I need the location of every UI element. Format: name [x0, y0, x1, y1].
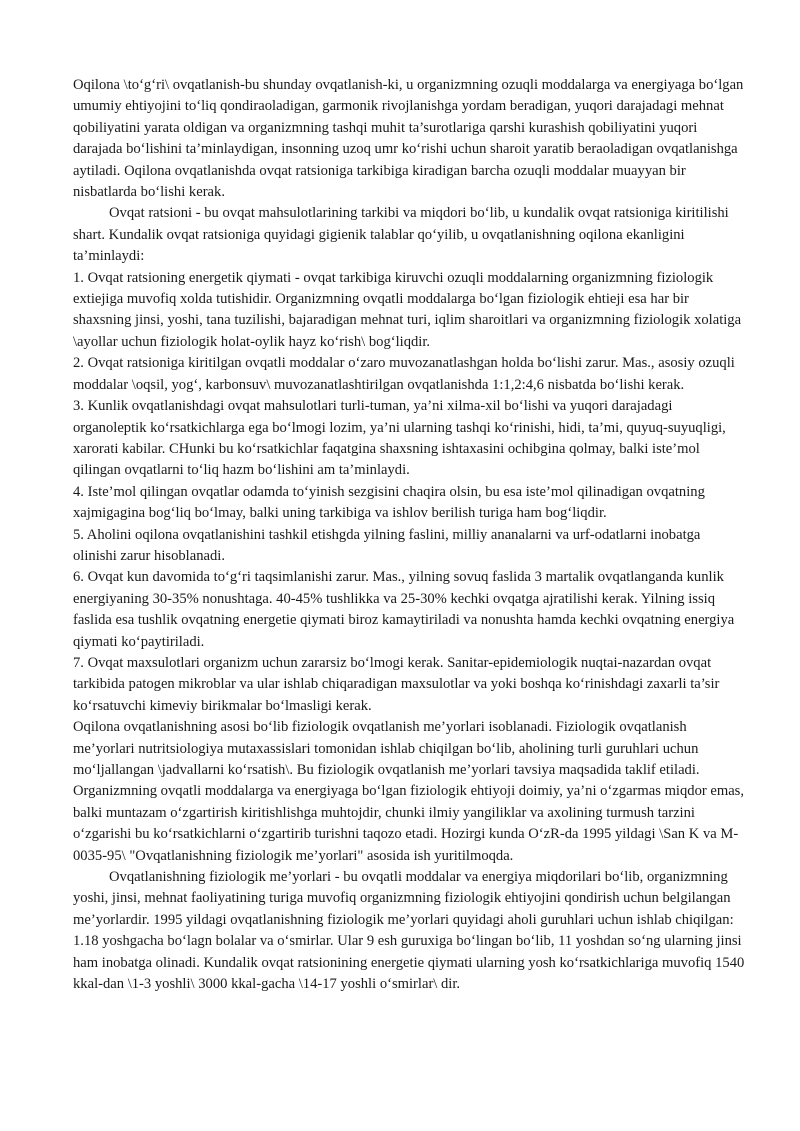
list-item-6: 6. Ovqat kun davomida to‘g‘ri taqsimlanishi zarur. Mas., yilning sovuq faslida 3 martalik ovqatlanganda kunlik energiyaning 30-35% nonushtaga. 40-45% tushlikka va 25-30% kechki ovqatga ajratilishi kerak. Yilning issiq faslida esa tushlik ovqatning energetie qiymati biroz kamaytiriladi va nonushta hamda kechki ovqatning energiya qiymati ko‘paytiriladi.	[73, 569, 735, 650]
list-item-2: 2. Ovqat ratsioniga kiritilgan ovqatli moddalar o‘zaro muvozanatlashgan holda bo‘lishi zarur. Mas., asosiy ozuqli moddalar \oqsil, yog‘, karbonsuv\ muvozanatlashtirilgan ovqatlanishda 1:1,2:4,6 nisbatda bo‘lishi kerak.	[73, 355, 735, 393]
list-item-1: 1. Ovqat ratsioning energetik qiymati - ovqat tarkibiga kiruvchi ozuqli moddalarning organizmning fiziologik extiejiga muvofiq xolda tutishidir. Organizmning ovqatli moddalarga bo‘lgan fiziologik ehtieji esa har bir shaxsning jinsi, yoshi, tana tuzilishi, bajaradigan mehnat turi, iqlim sharoitlari va organizmning fiziologik xolatiga \ayollar uchun fiziologik holat-oylik hayz ko‘rish\ bog‘liqdir.	[73, 269, 742, 350]
document-page	[73, 75, 745, 995]
paragraph-norms-basis: Oqilona ovqatlanishning asosi bo‘lib fiziologik ovqatlanish me’yorlari isoblanadi. Fiziologik ovqatlanish me’yorlari nutritsiologiya mutaxassislari tomonidan ishlab chiqilgan bo‘lib, aholining turli guruhlari uchun mo‘ljallangan \jadvallarni ko‘rsatish\. Bu fiziologik ovqatlanish me’yorlari tavsiya maqsadida taklif etiladi. Organizmning ovqatli moddalarga va energiyaga bo‘lgan fiziologik ehtiyoji doimiy, ya’ni o‘zgarmas miqdor emas, balki muntazam o‘zgartirish kiritishlishga muhtojdir, chunki ilmiy yangiliklar va axolining turmush tarzini o‘zgarishi bu ko‘rsatkichlarni o‘zgartirib turishni taqozo etadi. Hozirgi kunda O‘zR-da 1995 yildagi \San K va M-0035-95\ "Ovqatlanishning fiziologik me’yorlari" asosida ish yuritilmoqda.	[73, 719, 745, 864]
paragraph-definition: Oqilona \to‘g‘ri\ ovqatlanish-bu shunday ovqatlanish-ki, u organizmning ozuqli moddalarga va energiyaga bo‘lgan umumiy ehtiyojini to‘liq qondiraoladigan, garmonik rivojlanishga yordam beradigan, yuqori darajadagi mehnat qobiliyatini yarata oldigan va organizmning tashqi muhit ta’surotlariga qarshi kurashish qobiliyatini yuqori darajada bo‘lishini ta’minlaydigan, insonning uzoq umr ko‘rishi uchun sharoit yaratib beraoladigan ovqatlanishga aytiladi. Oqilona ovqatlanishda ovqat ratsioniga tarkibiga kiradigan barcha ozuqli moddalar muayyan bir nisbatlarda bo‘lishi kerak.	[73, 77, 744, 201]
list-item-5: 5. Aholini oqilona ovqatlanishini tashkil etishgda yilning faslini, milliy ananalarni va urf-odatlarni inobatga olinishi zarur hisoblanadi.	[73, 526, 701, 564]
paragraph-ration: Ovqat ratsioni - bu ovqat mahsulotlarining tarkibi va miqdori bo‘lib, u kundalik ovqat ratsioniga kiritilishi shart. Kundalik ovqat ratsioniga quyidagi gigienik talablar qo‘yilib, u ovqatlanishning oqilona ekanligini ta’minlaydi:	[73, 205, 729, 265]
list-item-3: 3. Kunlik ovqatlanishdagi ovqat mahsulotlari turli-tuman, ya’ni xilma-xil bo‘lishi va yuqori darajadagi organoleptik ko‘rsatkichlarga ega bo‘lmogi lozim, ya’ni ularning tashqi ko‘rinishi, hidi, ta’mi, quyuq-suyuqligi, xarorati kabilar. CHunki bu ko‘rsatkichlar faqatgina shaxsning ishtaxasini ochibgina qolmay, balki iste’mol qilingan ovqatlarni to‘liq hazm bo‘lishini am ta’minlaydi.	[73, 398, 726, 479]
list-item-4: 4. Iste’mol qilingan ovqatlar odamda to‘yinish sezgisini chaqira olsin, bu esa iste’mol qilinadigan ovqatning xajmigagina bog‘liq bo‘lmay, balki uning tarkibiga va ishlov berilish turiga ham bog‘liqdir.	[73, 483, 705, 522]
paragraph-norms-definition: Ovqatlanishning fiziologik me’yorlari - bu ovqatli moddalar va energiya miqdorilari bo‘lib, organizmning yoshi, jinsi, mehnat faoliyatining turiga muvofiq organizmning fiziologik ehtiyojini qondirish uchun belgilangan me’yorlardir. 1995 yildagi ovqatlanishning fiziologik me’yorlari quyidagi aholi guruhlari uchun ishlab chiqilgan:	[73, 869, 734, 928]
list-item-7: 7. Ovqat maxsulotlari organizm uchun zararsiz bo‘lmogi kerak. Sanitar-epidemiologik nuqtai-nazardan ovqat tarkibida patogen mikroblar va ular ishlab chiqaradigan maxsulotlar va yoki boshqa ko‘rinishdagi zaxarli ta’sir ko‘rsatuvchi kimeviy birikmalar bo‘lmasligi kerak.	[73, 654, 720, 714]
list-item-groups-1: 1.18 yoshgacha bo‘lagn bolalar va o‘smirlar. Ular 9 esh guruxiga bo‘lingan bo‘lib, 11 yoshdan so‘ng ularning jinsi ham inobatga olinadi. Kundalik ovqat ratsionining energetie qiymati ularning yosh ko‘rsatkichlariga muvofiq 1540 kkal-dan \1-3 yoshli\ 3000 kkal-gacha \14-17 yoshli o‘smirlar\ dir.	[73, 933, 745, 993]
